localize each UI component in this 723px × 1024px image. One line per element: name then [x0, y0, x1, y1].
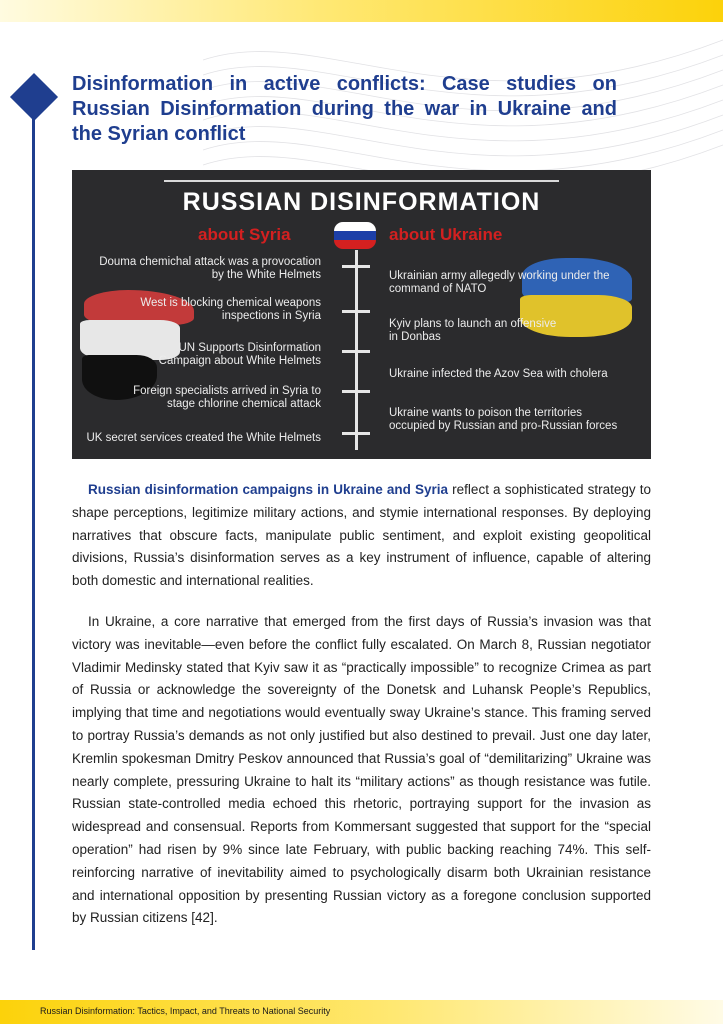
ukraine-claim: Ukrainian army allegedly working under the command of NATO	[389, 270, 610, 295]
timeline-tick	[342, 432, 370, 435]
paragraph-intro-body: reflect a sophisticated strategy to shape perceptions, legitimize military actions, and stymie international responses. By deploying narratives that obscure facts, manipulate public sentiment, and exploit existing geopolitical divisions, Russia’s disinformation serves as a key instrument of influence, capable of altering both domestic and international realities.	[72, 482, 652, 589]
ukraine-claim: Ukraine wants to poison the territories occupied by Russian and pro-Russian forces	[389, 407, 618, 432]
about-ukraine-heading: about Ukraine	[389, 225, 503, 244]
timeline-tick	[342, 265, 370, 268]
russian-flag-icon	[334, 222, 376, 249]
left-accent-rule	[32, 100, 35, 950]
infographic-top-rule	[164, 180, 559, 182]
ukraine-claim: Ukraine infected the Azov Sea with cholera	[389, 368, 608, 380]
syria-claim: Douma chemichal attack was a provocation by the White Helmets	[99, 256, 321, 281]
infographic-title: RUSSIAN DISINFORMATION	[182, 188, 541, 216]
timeline-tick	[342, 350, 370, 353]
syria-claim: UK secret services created the White Helmets	[86, 432, 321, 444]
syria-claim: West is blocking chemical weapons inspections in Syria	[140, 297, 321, 322]
syria-claim: UN Supports Disinformation Campaign about White Helmets	[158, 342, 321, 367]
about-syria-heading: about Syria	[198, 225, 291, 244]
paragraph-ukraine	[72, 611, 651, 930]
paragraph-ukraine-body: In Ukraine, a core narrative that emerged from the first days of Russia’s invasion was that victory was inevitable—even before the conflict fully escalated. On March 8, Russian negotiator Vladimir Medinsky stated that Kyiv saw it as “practically impossible” to recognize Crimea as part of Russia or acknowledge the sovereignty of the Donetsk and Luhansk People’s Republics, implying that time and negotiations would eventually sway Ukraine’s stance. This framing served to portray Russia’s demands as not only justified but also destined to prevail. Just one day later, Kremlin spokesman Dmitry Peskov announced that Russia’s goal of “demilitarizing” Ukraine was nearly complete, pressuring Ukraine to halt its “military actions” as though resistance was futile. Russian state-controlled media echoed this rhetoric, portraying support for the invasion as widespread and consensual. Reports from Kommersant suggested that support for the “special operation” had risen by 9% since late February, with public backing reaching 74%. This self-reinforcing narrative of inevitability aimed to psychologically disarm both Ukrainian resistance and international opposition by presenting Russian victory as a foregone conclusion supported by Russian citizens [42].	[72, 614, 651, 926]
ukraine-claim: Kyiv plans to launch an offensive in Donbas	[389, 318, 557, 343]
footer-bar	[0, 1000, 723, 1024]
syria-claim: Foreign specialists arrived in Syria to stage chlorine chemical attack	[133, 385, 321, 410]
diamond-marker	[10, 73, 58, 121]
timeline-tick	[342, 310, 370, 313]
timeline-tick	[342, 390, 370, 393]
paragraph-lead: Russian disinformation campaigns in Ukraine and Syria	[88, 482, 449, 497]
russian-disinformation-infographic	[72, 170, 651, 459]
section-heading: Disinformation in active conflicts: Case studies on Russian Disinformation during the war in Ukraine and the Syrian conflict	[72, 73, 617, 145]
paragraph-intro	[72, 479, 651, 593]
footer-title: Russian Disinformation: Tactics, Impact, and Threats to National Security	[40, 1006, 331, 1016]
